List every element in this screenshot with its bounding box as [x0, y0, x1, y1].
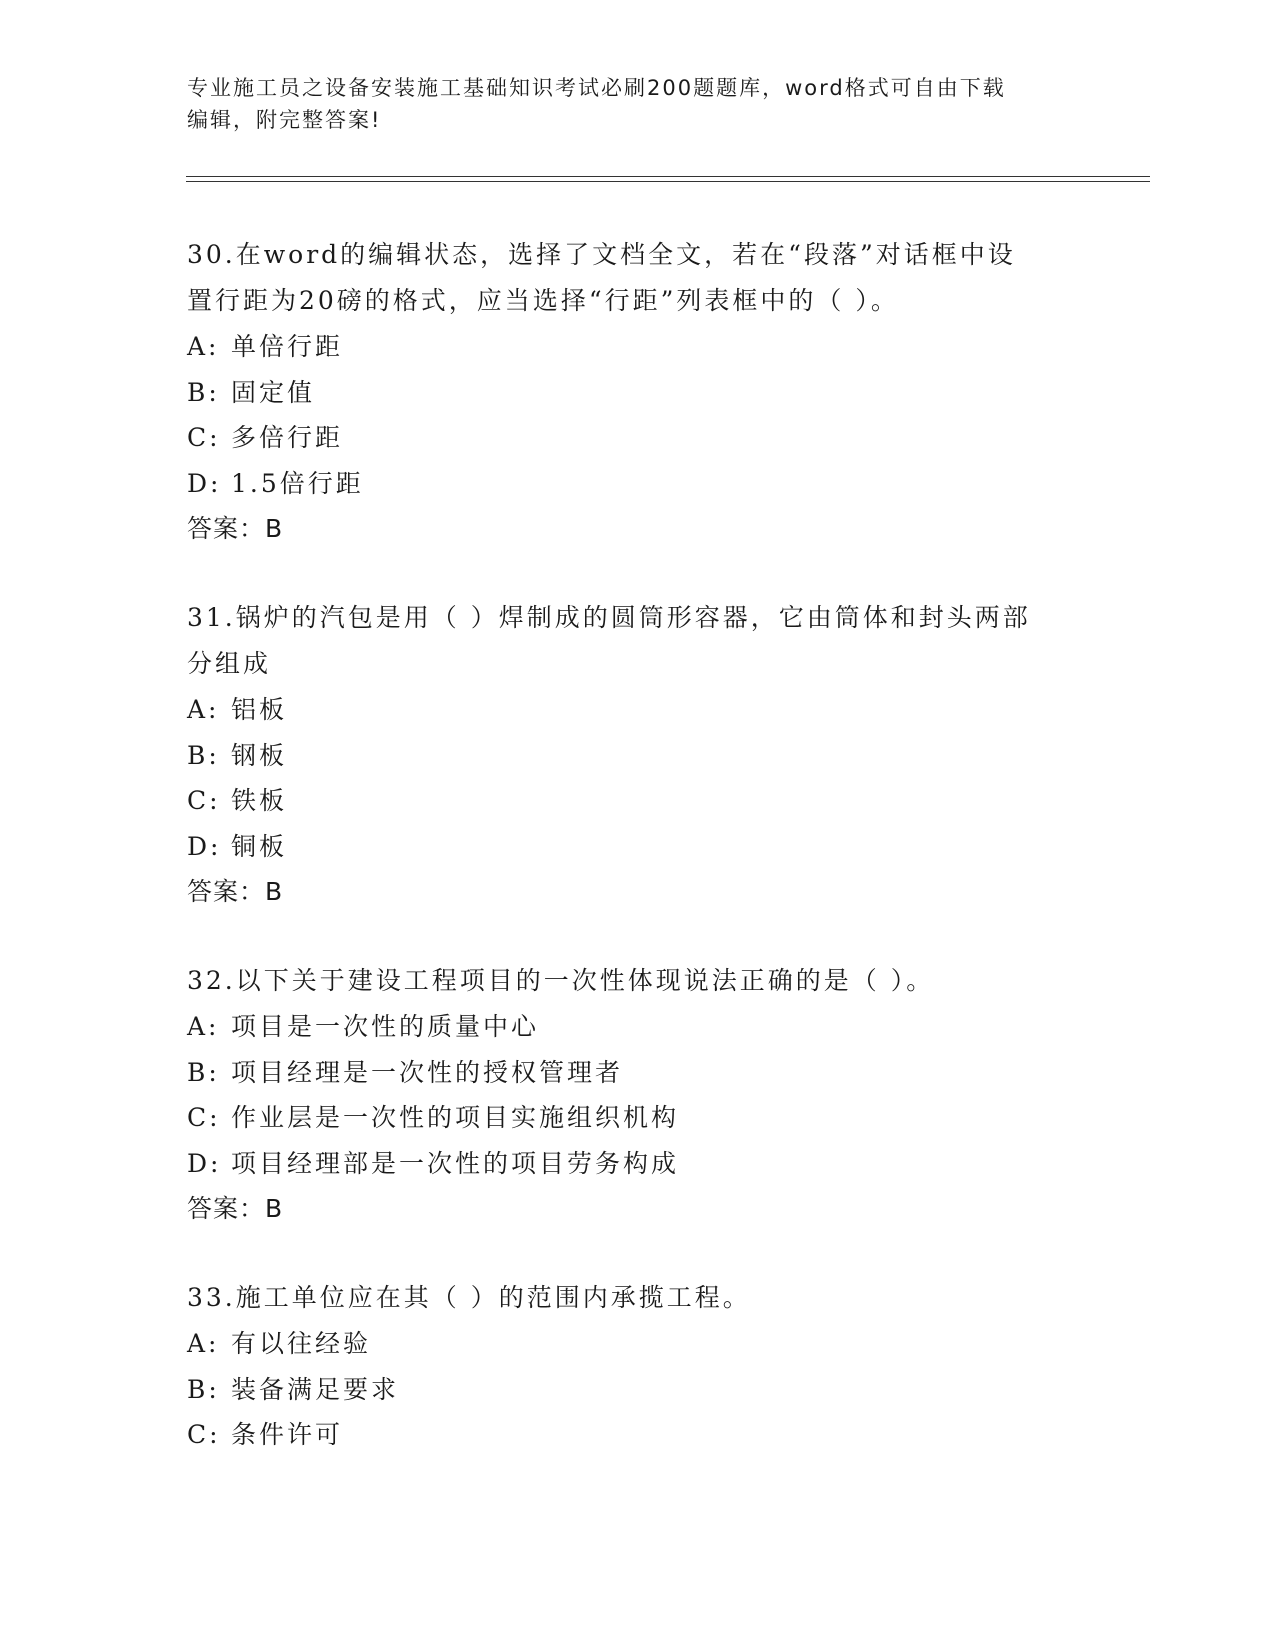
- header-rule-bottom: [186, 181, 1150, 182]
- option-key: A:: [187, 1012, 220, 1041]
- option-text: 项目是一次性的质量中心: [231, 1012, 540, 1041]
- question-stem: 置行距为20磅的格式，应当选择“行距”列表框中的（ ）。: [187, 286, 899, 315]
- question-stem: 33.施工单位应在其（ ）的范围内承揽工程。: [187, 1283, 751, 1312]
- option-text: 作业层是一次性的项目实施组织机构: [231, 1103, 680, 1132]
- option-text: 多倍行距: [231, 423, 344, 452]
- option-b: [187, 370, 1077, 416]
- question-stem: 30.在word的编辑状态，选择了文档全文，若在“段落”对话框中设: [187, 240, 1016, 269]
- question-stem: 分组成: [187, 649, 272, 678]
- question-list: [187, 232, 1077, 1458]
- option-text: 1.5倍行距: [231, 468, 364, 498]
- option-text: 钢板: [231, 740, 288, 770]
- header-line-1: 专业施工员之设备安装施工基础知识考试必刷200题题库，word格式可自由下载: [187, 76, 1006, 100]
- option-b: [187, 1367, 1077, 1413]
- option-key: D:: [187, 831, 222, 861]
- option-a: [187, 1321, 1077, 1367]
- option-d: [187, 824, 1077, 870]
- option-text: 固定值: [231, 377, 316, 407]
- option-c: [187, 1095, 1077, 1141]
- option-key: D:: [187, 1148, 222, 1178]
- option-text: 项目经理是一次性的授权管理者: [231, 1057, 624, 1087]
- option-key: B:: [187, 1057, 220, 1087]
- question-stem: 31.锅炉的汽包是用（ ）焊制成的圆筒形容器，它由筒体和封头两部: [187, 603, 1031, 632]
- option-b: [187, 733, 1077, 779]
- option-key: C:: [187, 1103, 221, 1132]
- option-key: A:: [187, 1329, 220, 1358]
- answer: 答案：B: [187, 877, 284, 906]
- option-key: B:: [187, 377, 220, 407]
- option-text: 铝板: [231, 695, 288, 724]
- document-header: [187, 72, 1067, 136]
- option-key: D:: [187, 468, 222, 498]
- header-rule-top: [186, 176, 1150, 177]
- option-key: C:: [187, 423, 221, 452]
- option-key: B:: [187, 740, 220, 770]
- option-d: [187, 1141, 1077, 1187]
- option-text: 铁板: [231, 786, 288, 815]
- option-text: 项目经理部是一次性的项目劳务构成: [231, 1148, 680, 1178]
- answer: 答案：B: [187, 1194, 284, 1223]
- option-text: 铜板: [231, 831, 288, 861]
- option-key: C:: [187, 786, 221, 815]
- option-b: [187, 1050, 1077, 1096]
- option-a: [187, 324, 1077, 370]
- option-c: [187, 415, 1077, 461]
- option-c: [187, 778, 1077, 824]
- option-key: B:: [187, 1374, 220, 1404]
- option-key: A:: [187, 332, 220, 361]
- option-c: [187, 1412, 1077, 1458]
- answer: 答案：B: [187, 514, 284, 543]
- option-key: A:: [187, 695, 220, 724]
- option-d: [187, 461, 1077, 507]
- option-text: 有以往经验: [231, 1329, 372, 1358]
- question-32: [187, 958, 1077, 1231]
- question-33: [187, 1275, 1077, 1458]
- option-a: [187, 687, 1077, 733]
- question-31: [187, 595, 1077, 914]
- option-text: 单倍行距: [231, 332, 344, 361]
- header-line-2: 编辑，附完整答案!: [187, 108, 382, 132]
- option-text: 装备满足要求: [231, 1374, 400, 1404]
- option-text: 条件许可: [231, 1420, 344, 1449]
- option-key: C:: [187, 1420, 221, 1449]
- option-a: [187, 1004, 1077, 1050]
- question-stem: 32.以下关于建设工程项目的一次性体现说法正确的是（ ）。: [187, 966, 935, 995]
- question-30: [187, 232, 1077, 551]
